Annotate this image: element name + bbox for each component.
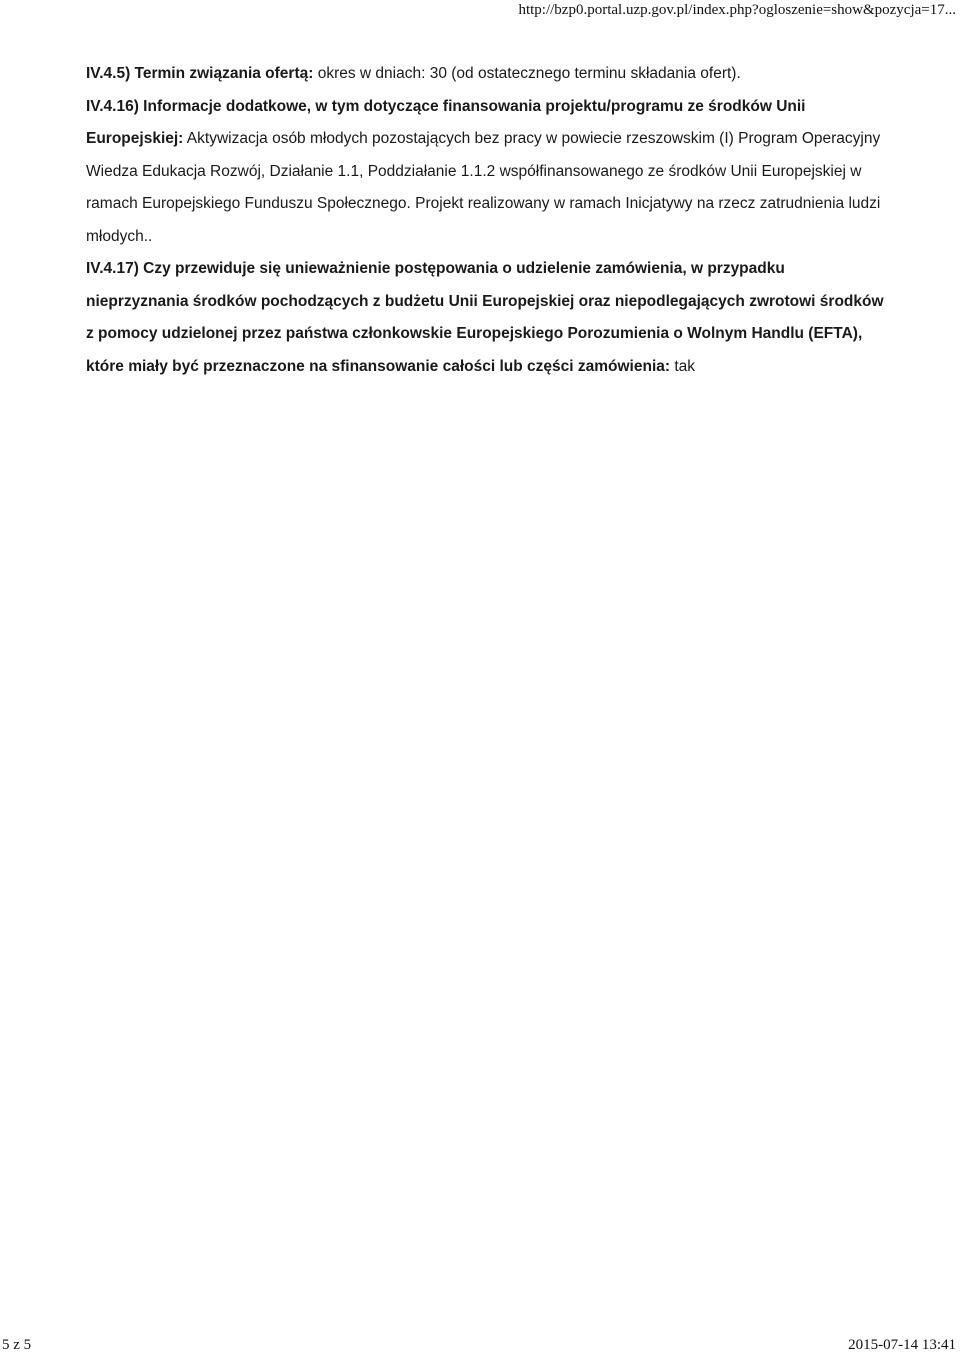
- section-text: okres w dniach: 30 (od ostatecznego terminu składania ofert).: [313, 65, 741, 82]
- page-number: 5 z 5: [2, 1337, 32, 1353]
- section-text: Aktywizacja osób młodych pozostających bez pracy w powiecie rzeszowskim (I) Program Operacyjny Wiedza Edukacja Rozwój, Działanie 1.1, Poddziałanie 1.1.2 współfinansowanego ze środków Unii Europejskiej w ramach Europejskiego Funduszu Społecznego. Projekt realizowany w ramach Inicjatywy na rzecz zatrudnienia ludzi młodych..: [86, 130, 881, 245]
- print-header-url: http://bzp0.portal.uzp.gov.pl/index.php?ogloszenie=show&pozycja=17...: [518, 2, 956, 18]
- section-additional-information: [86, 91, 886, 254]
- section-cancellation-clause: [86, 253, 886, 383]
- print-datetime: 2015-07-14 13:41: [848, 1337, 956, 1353]
- section-label: IV.4.16) Informacje dodatkowe, w tym dotyczące finansowania projektu/programu ze środków Unii Europejskiej:: [86, 97, 806, 147]
- section-label: IV.4.17) Czy przewiduje się unieważnienie postępowania o udzielenie zamówienia, w przypadku nieprzyznania środków pochodzących z budżetu Unii Europejskiej oraz niepodlegających zwrotowi środków z pomocy udzielonej przez państwa członkowskie Europejskiego Porozumienia o Wolnym Handlu (EFTA), które miały być przeznaczone na sfinansowanie całości lub części zamówienia:: [86, 260, 884, 375]
- notice-content: [86, 58, 886, 383]
- section-offer-binding-period: [86, 58, 886, 91]
- section-text: tak: [670, 357, 696, 375]
- print-footer: [0, 1334, 960, 1354]
- section-label: IV.4.5) Termin związania ofertą:: [86, 65, 314, 82]
